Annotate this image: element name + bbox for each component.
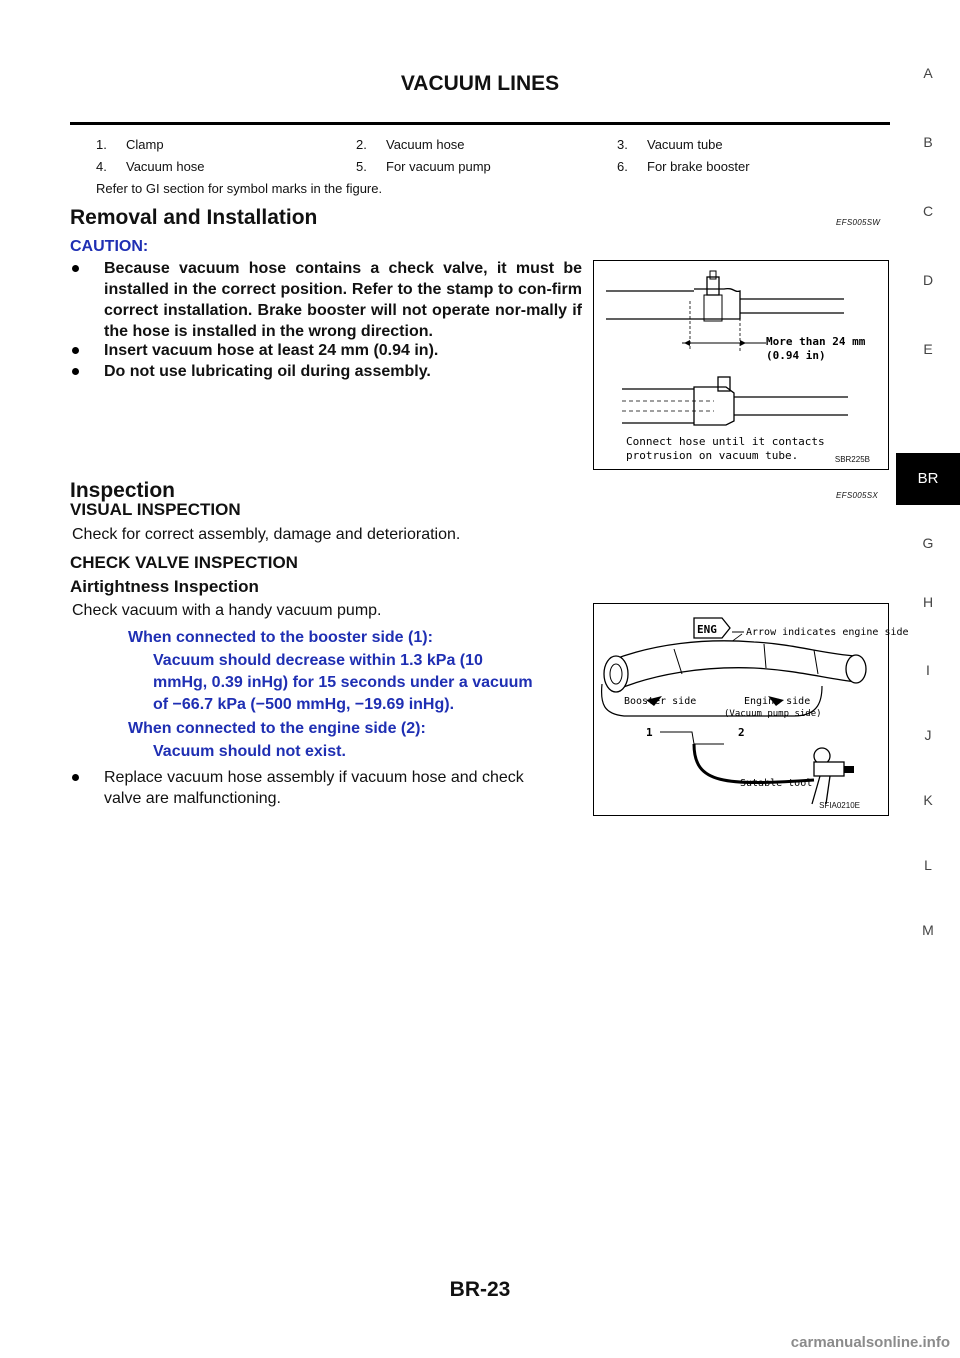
- legend-label-6: For brake booster: [647, 159, 750, 174]
- legend-num-6: 6.: [617, 159, 628, 174]
- caution-bullet-2-text: Insert vacuum hose at least 24 mm (0.94 in).: [104, 342, 439, 359]
- removal-heading: Removal and Installation: [70, 206, 318, 229]
- airtightness-diagram: [594, 604, 909, 815]
- caution-bullet-3: [72, 361, 582, 382]
- fig2-booster-label: Booster side: [624, 696, 697, 707]
- airtightness-text: Check vacuum with a handy vacuum pump.: [72, 602, 382, 619]
- side-tab-b[interactable]: B: [923, 134, 933, 150]
- legend-label-4: Vacuum hose: [126, 159, 205, 174]
- fig2-engine-sub: (Vacuum pump side): [724, 709, 822, 719]
- fig1-code: SBR225B: [834, 455, 870, 464]
- caution-bullet-2: [72, 340, 582, 361]
- page-number: BR-23: [449, 1278, 511, 1301]
- bullet-dot: [72, 347, 79, 354]
- title-rule: [70, 122, 890, 125]
- caution-label: CAUTION:: [70, 238, 149, 255]
- side-tab-h[interactable]: H: [922, 594, 934, 610]
- caution-bullet-1: [72, 258, 582, 342]
- legend-label-5: For vacuum pump: [386, 159, 491, 174]
- replace-line-1: Replace vacuum hose assembly if vacuum hose and check: [104, 769, 524, 786]
- fig2-arrow-label: Arrow indicates engine side: [746, 627, 909, 638]
- bullet-dot: [72, 265, 79, 272]
- caution-bullet-3-text: Do not use lubricating oil during assembly.: [104, 363, 431, 380]
- fig2-code: SFIA0210E: [819, 801, 860, 810]
- legend-note: Refer to GI section for symbol marks in the figure.: [96, 181, 383, 196]
- side-tab-i[interactable]: I: [926, 662, 930, 678]
- legend-num-4: 4.: [96, 159, 107, 174]
- booster-spec-line-1: Vacuum should decrease within 1.3 kPa (10: [153, 652, 483, 669]
- booster-spec-line-2: mmHg, 0.39 inHg) for 15 seconds under a vacuum: [153, 674, 533, 691]
- fig1-label-1b: (0.94 in): [766, 349, 826, 362]
- side-tab-c[interactable]: C: [922, 203, 934, 219]
- side-tab-l[interactable]: L: [924, 857, 932, 873]
- inspection-heading: Inspection: [70, 479, 176, 502]
- fig1-label-1a: More than 24 mm: [766, 335, 866, 348]
- side-tab-br-active[interactable]: BR: [896, 453, 960, 505]
- side-tab-k[interactable]: K: [923, 792, 933, 808]
- hose-installation-figure: [593, 260, 889, 470]
- caution-bullet-1-text: Because vacuum hose contains a check valve, it must be installed in the correct position. Refer to the stamp to con-firm correct installation. Brake booster will not operate nor-mally if the hose is installed in the wrong direction.: [104, 260, 582, 340]
- legend-label-3: Vacuum tube: [647, 137, 723, 152]
- bullet-dot: [72, 774, 79, 781]
- booster-side-label: When connected to the booster side (1):: [128, 629, 433, 646]
- inspection-code: EFS005SX: [836, 491, 878, 500]
- legend-label-1: Clamp: [126, 137, 164, 152]
- side-tab-d[interactable]: D: [922, 272, 934, 288]
- engine-side-label: When connected to the engine side (2):: [128, 720, 426, 737]
- fig2-tool-label: Sutable tool: [740, 778, 813, 789]
- engine-spec-line: Vacuum should not exist.: [153, 743, 346, 760]
- replace-bullet: [72, 767, 582, 809]
- fig2-num-2: 2: [738, 726, 745, 739]
- watermark: carmanualsonline.info: [790, 1334, 950, 1351]
- visual-inspection-heading: VISUAL INSPECTION: [70, 500, 241, 519]
- page-title: VACUUM LINES: [400, 72, 560, 95]
- side-tab-e[interactable]: E: [923, 341, 933, 357]
- airtightness-heading: Airtightness Inspection: [70, 577, 259, 596]
- legend-num-5: 5.: [356, 159, 367, 174]
- fig1-label-2b: protrusion on vacuum tube.: [626, 449, 799, 462]
- fig1-label-2a: Connect hose until it contacts: [626, 435, 825, 448]
- legend-num-1: 1.: [96, 137, 107, 152]
- side-tab-a[interactable]: A: [923, 65, 933, 81]
- side-tab-g[interactable]: G: [922, 535, 934, 551]
- bullet-dot: [72, 368, 79, 375]
- side-tab-m[interactable]: M: [922, 922, 934, 938]
- legend-num-3: 3.: [617, 137, 628, 152]
- legend-label-2: Vacuum hose: [386, 137, 465, 152]
- side-tab-j[interactable]: J: [924, 727, 932, 743]
- fig2-eng-stamp: ENG: [697, 623, 717, 636]
- hose-installation-diagram: [594, 261, 888, 469]
- replace-line-2: valve are malfunctioning.: [104, 790, 281, 807]
- legend-num-2: 2.: [356, 137, 367, 152]
- booster-spec-line-3: of −66.7 kPa (−500 mmHg, −19.69 inHg).: [153, 696, 455, 713]
- visual-inspection-text: Check for correct assembly, damage and deterioration.: [72, 526, 461, 543]
- airtightness-figure: [593, 603, 909, 816]
- check-valve-heading: CHECK VALVE INSPECTION: [70, 553, 298, 572]
- fig2-num-1: 1: [646, 726, 653, 739]
- fig2-engine-label: Engine side: [744, 696, 811, 707]
- removal-code: EFS005SW: [836, 218, 881, 227]
